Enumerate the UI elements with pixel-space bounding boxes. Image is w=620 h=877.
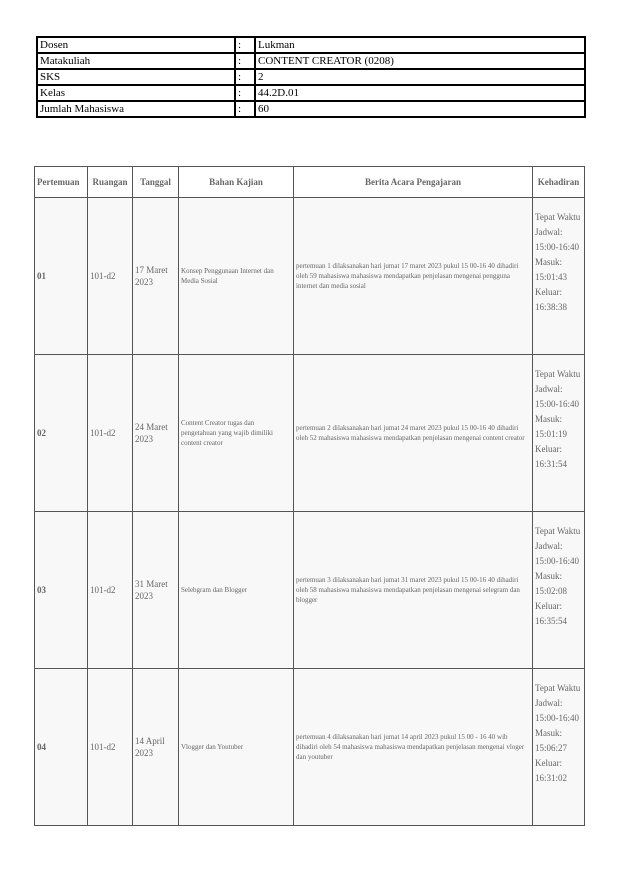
header-berita-acara: Berita Acara Pengajaran [294,167,533,198]
info-row-kelas [37,85,585,101]
info-row-sks [37,69,585,85]
table-row [35,198,585,355]
header-kehadiran: Kehadiran [533,167,585,198]
cell-berita-acara: pertemuan 1 dilaksanakan hari jumat 17 maret 2023 pukul 15 00-16 40 dihadiri oleh 59 mahasiswa mahasiswa mendapatkan penjelasan mengenai pengguna internet dan media sosial [294,198,533,355]
cell-bahan-kajian: Vlogger dan Youtuber [179,669,294,826]
cell-pertemuan: 01 [35,198,88,355]
cell-ruangan: 101-d2 [88,512,133,669]
info-separator: : [235,37,255,53]
cell-tanggal: 17 Maret 2023 [133,198,179,355]
info-separator: : [235,53,255,69]
info-value: 44.2D.01 [255,85,585,101]
meeting-header-row [35,167,585,198]
cell-berita-acara: pertemuan 2 dilaksanakan hari jumat 24 maret 2023 pukul 15 00-16 40 dihadiri oleh 52 mahasiswa mahasiswa mendapatkan penjelasan mengenai content creator [294,355,533,512]
cell-tanggal: 31 Maret 2023 [133,512,179,669]
cell-kehadiran [533,669,585,826]
cell-kehadiran [533,355,585,512]
info-label: SKS [37,69,235,85]
info-separator: : [235,85,255,101]
info-value: 2 [255,69,585,85]
info-label: Matakuliah [37,53,235,69]
info-row-dosen [37,37,585,53]
attendance-keluar: Keluar: 16:38:38 [535,287,568,312]
cell-tanggal: 14 April 2023 [133,669,179,826]
table-row [35,512,585,669]
header-tanggal: Tanggal [133,167,179,198]
course-info-table [36,36,586,118]
cell-bahan-kajian: Selebgram dan Blogger [179,512,294,669]
attendance-keluar: Keluar: 16:35:54 [535,601,568,626]
info-label: Dosen [37,37,235,53]
cell-ruangan: 101-d2 [88,355,133,512]
attendance-masuk: Masuk: 15:01:19 [535,414,568,439]
cell-kehadiran [533,198,585,355]
cell-ruangan: 101-d2 [88,198,133,355]
cell-bahan-kajian: Content Creator tugas dan pengetahuan yang wajib dimiliki content creator [179,355,294,512]
attendance-jadwal: Jadwal: 15:00-16:40 [535,541,579,566]
attendance-status: Tepat Waktu [535,212,581,222]
attendance-jadwal: Jadwal: 15:00-16:40 [535,698,579,723]
info-value: 60 [255,101,585,117]
cell-tanggal: 24 Maret 2023 [133,355,179,512]
info-separator: : [235,69,255,85]
header-pertemuan: Pertemuan [35,167,88,198]
info-value: Lukman [255,37,585,53]
attendance-masuk: Masuk: 15:02:08 [535,571,568,596]
attendance-masuk: Masuk: 15:06:27 [535,728,568,753]
cell-berita-acara: pertemuan 3 dilaksanakan hari jumat 31 maret 2023 pukul 15 00-16 40 dihadiri oleh 58 mahasiswa mahasiswa mendapatkan penjelasan mengenai selegram dan blogger [294,512,533,669]
cell-pertemuan: 03 [35,512,88,669]
attendance-jadwal: Jadwal: 15:00-16:40 [535,384,579,409]
attendance-status: Tepat Waktu [535,526,581,536]
info-row-matakuliah [37,53,585,69]
table-row [35,355,585,512]
info-separator: : [235,101,255,117]
meeting-table [34,166,585,826]
cell-pertemuan: 02 [35,355,88,512]
attendance-keluar: Keluar: 16:31:54 [535,444,568,469]
cell-bahan-kajian: Konsep Penggunaan Internet dan Media Sosial [179,198,294,355]
table-row [35,669,585,826]
cell-ruangan: 101-d2 [88,669,133,826]
info-value: CONTENT CREATOR (0208) [255,53,585,69]
attendance-keluar: Keluar: 16:31:02 [535,758,568,783]
attendance-status: Tepat Waktu [535,683,581,693]
cell-kehadiran [533,512,585,669]
attendance-status: Tepat Waktu [535,369,581,379]
info-label: Jumlah Mahasiswa [37,101,235,117]
cell-pertemuan: 04 [35,669,88,826]
header-bahan-kajian: Bahan Kajian [179,167,294,198]
attendance-masuk: Masuk: 15:01:43 [535,257,568,282]
info-label: Kelas [37,85,235,101]
attendance-jadwal: Jadwal: 15:00-16:40 [535,227,579,252]
cell-berita-acara: pertemuan 4 dilaksanakan hari jumat 14 april 2023 pukul 15 00 - 16 40 wib dihadiri oleh 54 mahasiswa mahasiswa mendapatkan penjelasan mengenai vloger dan youtuber [294,669,533,826]
info-row-jumlah-mahasiswa [37,101,585,117]
header-ruangan: Ruangan [88,167,133,198]
